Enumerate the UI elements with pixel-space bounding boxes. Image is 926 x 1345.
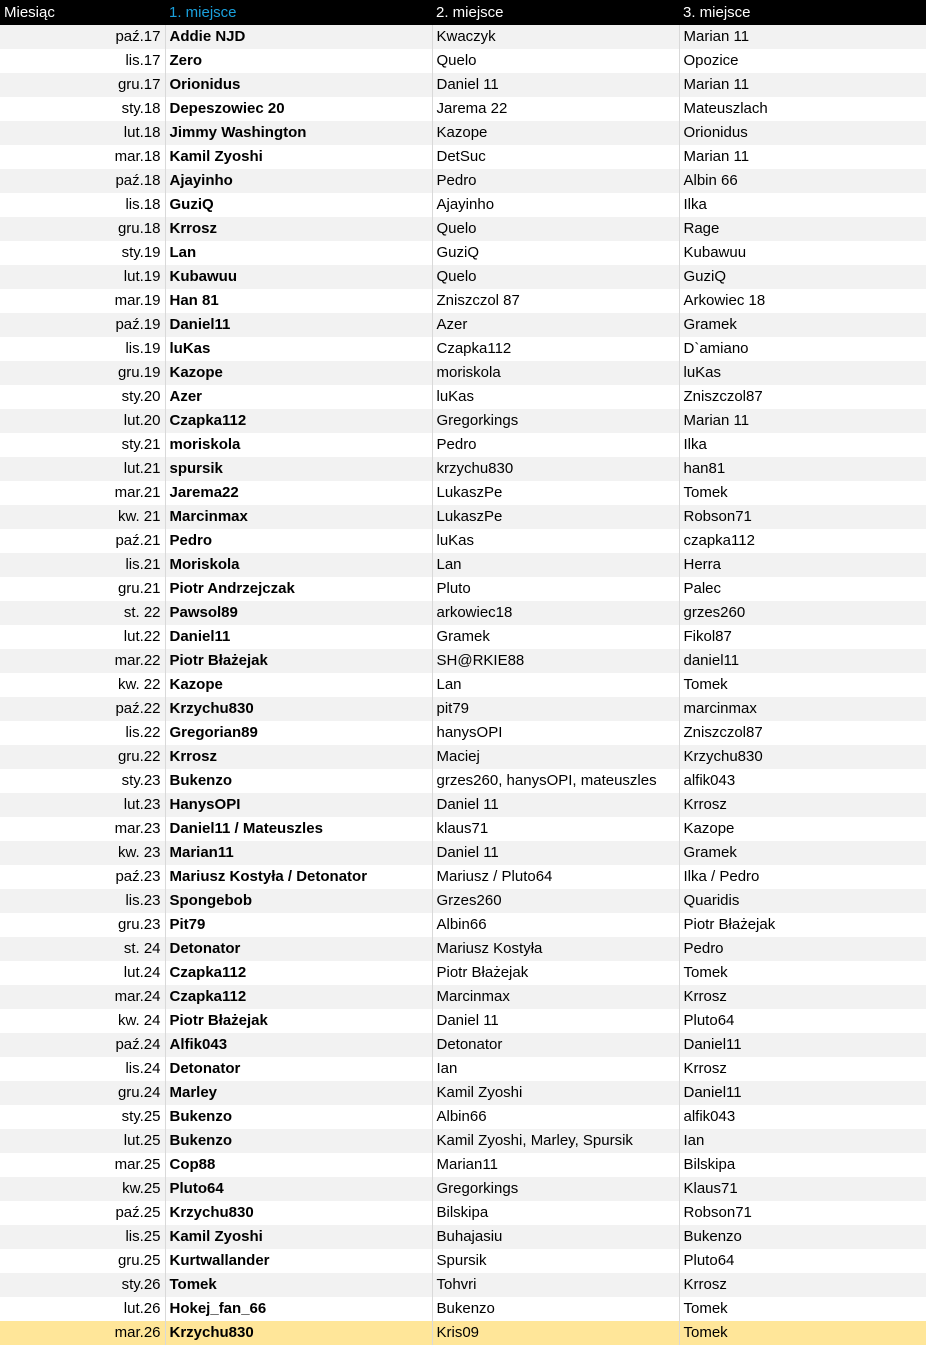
month-cell[interactable]: lut.24 bbox=[0, 961, 165, 985]
month-cell[interactable]: mar.23 bbox=[0, 817, 165, 841]
month-cell[interactable]: paź.17 bbox=[0, 25, 165, 49]
second-place-cell[interactable]: LukaszPe bbox=[432, 505, 679, 529]
third-place-cell[interactable]: Pluto64 bbox=[679, 1009, 926, 1033]
table-row bbox=[0, 145, 926, 169]
first-place-cell[interactable]: Marian11 bbox=[165, 841, 432, 865]
second-place-cell[interactable]: Pluto bbox=[432, 577, 679, 601]
month-cell[interactable]: lis.18 bbox=[0, 193, 165, 217]
second-place-cell[interactable]: Zniszczol 87 bbox=[432, 289, 679, 313]
third-place-cell[interactable]: Ian bbox=[679, 1129, 926, 1153]
month-cell[interactable]: lis.21 bbox=[0, 553, 165, 577]
table-row bbox=[0, 337, 926, 361]
table-row bbox=[0, 1249, 926, 1273]
third-place-cell[interactable]: Marian 11 bbox=[679, 25, 926, 49]
third-place-cell[interactable]: Ilka bbox=[679, 193, 926, 217]
table-row bbox=[0, 241, 926, 265]
second-place-cell[interactable]: LukaszPe bbox=[432, 481, 679, 505]
second-place-cell[interactable]: krzychu830 bbox=[432, 457, 679, 481]
first-place-cell[interactable]: Jarema22 bbox=[165, 481, 432, 505]
second-place-cell[interactable]: Kamil Zyoshi, Marley, Spursik bbox=[432, 1129, 679, 1153]
third-place-cell[interactable]: Pedro bbox=[679, 937, 926, 961]
month-cell[interactable]: kw. 22 bbox=[0, 673, 165, 697]
first-place-cell[interactable]: Pawsol89 bbox=[165, 601, 432, 625]
second-place-cell[interactable]: Kazope bbox=[432, 121, 679, 145]
month-cell[interactable]: mar.22 bbox=[0, 649, 165, 673]
month-cell[interactable]: sty.19 bbox=[0, 241, 165, 265]
table-row bbox=[0, 457, 926, 481]
month-cell[interactable]: kw. 21 bbox=[0, 505, 165, 529]
month-cell[interactable]: lis.17 bbox=[0, 49, 165, 73]
third-place-cell[interactable]: Ilka / Pedro bbox=[679, 865, 926, 889]
table-row bbox=[0, 505, 926, 529]
first-place-cell[interactable]: Kazope bbox=[165, 361, 432, 385]
third-place-cell[interactable]: Gramek bbox=[679, 841, 926, 865]
first-place-cell[interactable]: Cop88 bbox=[165, 1153, 432, 1177]
second-place-cell[interactable]: Azer bbox=[432, 313, 679, 337]
month-cell[interactable]: gru.24 bbox=[0, 1081, 165, 1105]
third-place-cell[interactable]: alfik043 bbox=[679, 769, 926, 793]
first-place-cell[interactable]: Azer bbox=[165, 385, 432, 409]
first-place-cell[interactable]: Kamil Zyoshi bbox=[165, 145, 432, 169]
third-place-cell[interactable]: han81 bbox=[679, 457, 926, 481]
month-cell[interactable]: paź.21 bbox=[0, 529, 165, 553]
month-cell[interactable]: lut.18 bbox=[0, 121, 165, 145]
third-place-cell[interactable]: Marian 11 bbox=[679, 409, 926, 433]
third-place-cell[interactable]: Daniel11 bbox=[679, 1081, 926, 1105]
table-row bbox=[0, 625, 926, 649]
third-place-cell[interactable]: Gramek bbox=[679, 313, 926, 337]
first-place-cell[interactable]: Krzychu830 bbox=[165, 697, 432, 721]
third-place-cell[interactable]: Krzychu830 bbox=[679, 745, 926, 769]
first-place-cell[interactable]: Daniel11 bbox=[165, 625, 432, 649]
month-cell[interactable]: gru.25 bbox=[0, 1249, 165, 1273]
second-place-cell[interactable]: Lan bbox=[432, 553, 679, 577]
first-place-cell[interactable]: Zero bbox=[165, 49, 432, 73]
table-row bbox=[0, 265, 926, 289]
first-place-cell[interactable]: Krzychu830 bbox=[165, 1321, 432, 1345]
second-place-cell[interactable]: Albin66 bbox=[432, 1105, 679, 1129]
first-place-cell[interactable]: Krzychu830 bbox=[165, 1201, 432, 1225]
table-row bbox=[0, 1321, 926, 1345]
table-row bbox=[0, 913, 926, 937]
table-row bbox=[0, 1009, 926, 1033]
second-place-cell[interactable]: Ian bbox=[432, 1057, 679, 1081]
table-row bbox=[0, 313, 926, 337]
table-row bbox=[0, 529, 926, 553]
month-cell[interactable]: gru.18 bbox=[0, 217, 165, 241]
third-place-cell[interactable]: D`amiano bbox=[679, 337, 926, 361]
month-cell[interactable]: paź.19 bbox=[0, 313, 165, 337]
first-place-cell[interactable]: Piotr Błażejak bbox=[165, 1009, 432, 1033]
table-row bbox=[0, 193, 926, 217]
third-place-cell[interactable]: Krrosz bbox=[679, 1057, 926, 1081]
first-place-cell[interactable]: Piotr Błażejak bbox=[165, 649, 432, 673]
month-cell[interactable]: gru.23 bbox=[0, 913, 165, 937]
second-place-cell[interactable]: Piotr Błażejak bbox=[432, 961, 679, 985]
table-row bbox=[0, 649, 926, 673]
first-place-cell[interactable]: Pluto64 bbox=[165, 1177, 432, 1201]
third-place-cell[interactable]: Tomek bbox=[679, 673, 926, 697]
third-place-cell[interactable]: Quaridis bbox=[679, 889, 926, 913]
table-row bbox=[0, 385, 926, 409]
second-place-cell[interactable]: Spursik bbox=[432, 1249, 679, 1273]
second-place-cell[interactable]: Detonator bbox=[432, 1033, 679, 1057]
month-cell[interactable]: lut.19 bbox=[0, 265, 165, 289]
table-row bbox=[0, 1105, 926, 1129]
table-row bbox=[0, 937, 926, 961]
first-place-cell[interactable]: Piotr Andrzejczak bbox=[165, 577, 432, 601]
table-row bbox=[0, 289, 926, 313]
first-place-cell[interactable]: Marley bbox=[165, 1081, 432, 1105]
second-place-cell[interactable]: Bukenzo bbox=[432, 1297, 679, 1321]
first-place-cell[interactable]: Bukenzo bbox=[165, 1129, 432, 1153]
month-cell[interactable]: paź.24 bbox=[0, 1033, 165, 1057]
table-row bbox=[0, 25, 926, 49]
month-cell[interactable]: sty.23 bbox=[0, 769, 165, 793]
second-place-cell[interactable]: pit79 bbox=[432, 697, 679, 721]
first-place-cell[interactable]: Hokej_fan_66 bbox=[165, 1297, 432, 1321]
month-cell[interactable]: kw. 23 bbox=[0, 841, 165, 865]
month-cell[interactable]: mar.18 bbox=[0, 145, 165, 169]
table-row bbox=[0, 745, 926, 769]
second-place-cell[interactable]: luKas bbox=[432, 385, 679, 409]
third-place-cell[interactable]: Krrosz bbox=[679, 1273, 926, 1297]
third-place-cell[interactable]: Herra bbox=[679, 553, 926, 577]
third-place-cell[interactable]: Tomek bbox=[679, 1297, 926, 1321]
first-place-cell[interactable]: Alfik043 bbox=[165, 1033, 432, 1057]
third-place-cell[interactable]: Robson71 bbox=[679, 1201, 926, 1225]
second-place-cell[interactable]: Gregorkings bbox=[432, 1177, 679, 1201]
first-place-cell[interactable]: Krrosz bbox=[165, 217, 432, 241]
first-place-cell[interactable]: Pedro bbox=[165, 529, 432, 553]
second-place-cell[interactable]: Marcinmax bbox=[432, 985, 679, 1009]
month-cell[interactable]: gru.21 bbox=[0, 577, 165, 601]
second-place-cell[interactable]: Quelo bbox=[432, 265, 679, 289]
first-place-cell[interactable]: Detonator bbox=[165, 1057, 432, 1081]
third-place-cell[interactable]: Orionidus bbox=[679, 121, 926, 145]
month-cell[interactable]: sty.25 bbox=[0, 1105, 165, 1129]
third-place-cell[interactable]: daniel11 bbox=[679, 649, 926, 673]
first-place-cell[interactable]: Ajayinho bbox=[165, 169, 432, 193]
table-row bbox=[0, 721, 926, 745]
second-place-cell[interactable]: Gramek bbox=[432, 625, 679, 649]
first-place-cell[interactable]: spursik bbox=[165, 457, 432, 481]
table-row bbox=[0, 433, 926, 457]
month-cell[interactable]: mar.26 bbox=[0, 1321, 165, 1345]
first-place-cell[interactable]: Orionidus bbox=[165, 73, 432, 97]
third-place-cell[interactable]: Fikol87 bbox=[679, 625, 926, 649]
table-row bbox=[0, 1225, 926, 1249]
table-row bbox=[0, 73, 926, 97]
second-place-cell[interactable]: Jarema 22 bbox=[432, 97, 679, 121]
first-place-cell[interactable]: Krrosz bbox=[165, 745, 432, 769]
month-cell[interactable]: lis.23 bbox=[0, 889, 165, 913]
month-cell[interactable]: gru.22 bbox=[0, 745, 165, 769]
third-place-cell[interactable]: Krrosz bbox=[679, 985, 926, 1009]
third-place-cell[interactable]: Krrosz bbox=[679, 793, 926, 817]
second-place-cell[interactable]: Quelo bbox=[432, 49, 679, 73]
third-place-cell[interactable]: Kazope bbox=[679, 817, 926, 841]
second-place-cell[interactable]: Marian11 bbox=[432, 1153, 679, 1177]
month-cell[interactable]: sty.20 bbox=[0, 385, 165, 409]
month-cell[interactable]: st. 24 bbox=[0, 937, 165, 961]
second-place-cell[interactable]: Daniel 11 bbox=[432, 793, 679, 817]
first-place-cell[interactable]: Lan bbox=[165, 241, 432, 265]
first-place-cell[interactable]: Detonator bbox=[165, 937, 432, 961]
second-place-cell[interactable]: Kris09 bbox=[432, 1321, 679, 1345]
table-row bbox=[0, 1129, 926, 1153]
table-row bbox=[0, 817, 926, 841]
first-place-cell[interactable]: Bukenzo bbox=[165, 1105, 432, 1129]
second-place-cell[interactable]: Buhajasiu bbox=[432, 1225, 679, 1249]
table-row bbox=[0, 793, 926, 817]
first-place-cell[interactable]: Daniel11 bbox=[165, 313, 432, 337]
first-place-cell[interactable]: Han 81 bbox=[165, 289, 432, 313]
table-row bbox=[0, 865, 926, 889]
month-cell[interactable]: kw. 24 bbox=[0, 1009, 165, 1033]
second-place-cell[interactable]: Daniel 11 bbox=[432, 1009, 679, 1033]
first-place-cell[interactable]: Kazope bbox=[165, 673, 432, 697]
month-cell[interactable]: gru.19 bbox=[0, 361, 165, 385]
month-cell[interactable]: paź.22 bbox=[0, 697, 165, 721]
second-place-cell[interactable]: Kwaczyk bbox=[432, 25, 679, 49]
month-cell[interactable]: lut.23 bbox=[0, 793, 165, 817]
first-place-cell[interactable]: Pit79 bbox=[165, 913, 432, 937]
third-place-cell[interactable]: alfik043 bbox=[679, 1105, 926, 1129]
second-place-cell[interactable]: Quelo bbox=[432, 217, 679, 241]
table-row bbox=[0, 121, 926, 145]
third-place-cell[interactable]: marcinmax bbox=[679, 697, 926, 721]
table-row bbox=[0, 985, 926, 1009]
second-place-cell[interactable]: Daniel 11 bbox=[432, 73, 679, 97]
third-place-cell[interactable]: Ilka bbox=[679, 433, 926, 457]
table-row bbox=[0, 1081, 926, 1105]
second-place-cell[interactable]: GuziQ bbox=[432, 241, 679, 265]
second-place-cell[interactable]: Mariusz Kostyła bbox=[432, 937, 679, 961]
second-place-cell[interactable]: Albin66 bbox=[432, 913, 679, 937]
third-place-cell[interactable]: Zniszczol87 bbox=[679, 385, 926, 409]
month-cell[interactable]: mar.21 bbox=[0, 481, 165, 505]
first-place-cell[interactable]: Czapka112 bbox=[165, 961, 432, 985]
table-row bbox=[0, 553, 926, 577]
first-place-cell[interactable]: Gregorian89 bbox=[165, 721, 432, 745]
second-place-cell[interactable]: Grzes260 bbox=[432, 889, 679, 913]
month-cell[interactable]: lut.21 bbox=[0, 457, 165, 481]
third-place-cell[interactable]: Tomek bbox=[679, 961, 926, 985]
second-place-cell[interactable]: Daniel 11 bbox=[432, 841, 679, 865]
third-place-cell[interactable]: Marian 11 bbox=[679, 73, 926, 97]
month-cell[interactable]: lis.25 bbox=[0, 1225, 165, 1249]
second-place-cell[interactable]: Bilskipa bbox=[432, 1201, 679, 1225]
third-place-cell[interactable]: Bilskipa bbox=[679, 1153, 926, 1177]
second-place-cell[interactable]: DetSuc bbox=[432, 145, 679, 169]
month-cell[interactable]: kw.25 bbox=[0, 1177, 165, 1201]
third-place-cell[interactable]: Arkowiec 18 bbox=[679, 289, 926, 313]
third-place-cell[interactable]: Daniel11 bbox=[679, 1033, 926, 1057]
third-place-cell[interactable]: Marian 11 bbox=[679, 145, 926, 169]
second-place-cell[interactable]: klaus71 bbox=[432, 817, 679, 841]
first-place-cell[interactable]: Czapka112 bbox=[165, 409, 432, 433]
first-place-cell[interactable]: Daniel11 / Mateuszles bbox=[165, 817, 432, 841]
third-place-cell[interactable]: Tomek bbox=[679, 1321, 926, 1345]
second-place-cell[interactable]: Kamil Zyoshi bbox=[432, 1081, 679, 1105]
month-cell[interactable]: mar.25 bbox=[0, 1153, 165, 1177]
table-row bbox=[0, 1033, 926, 1057]
second-place-cell[interactable]: Maciej bbox=[432, 745, 679, 769]
first-place-cell[interactable]: Mariusz Kostyła / Detonator bbox=[165, 865, 432, 889]
second-place-cell[interactable]: Pedro bbox=[432, 169, 679, 193]
table-row bbox=[0, 1057, 926, 1081]
first-place-cell[interactable]: Bukenzo bbox=[165, 769, 432, 793]
first-place-cell[interactable]: Spongebob bbox=[165, 889, 432, 913]
second-place-cell[interactable]: luKas bbox=[432, 529, 679, 553]
header-first-place[interactable]: 1. miejsce bbox=[169, 3, 237, 21]
first-place-cell[interactable]: Czapka112 bbox=[165, 985, 432, 1009]
month-cell[interactable]: lut.26 bbox=[0, 1297, 165, 1321]
table-row bbox=[0, 1177, 926, 1201]
table-row bbox=[0, 49, 926, 73]
third-place-cell[interactable]: grzes260 bbox=[679, 601, 926, 625]
table-row bbox=[0, 841, 926, 865]
third-place-cell[interactable]: Opozice bbox=[679, 49, 926, 73]
table-row bbox=[0, 673, 926, 697]
month-cell[interactable]: paź.23 bbox=[0, 865, 165, 889]
first-place-cell[interactable]: Kubawuu bbox=[165, 265, 432, 289]
table-row bbox=[0, 169, 926, 193]
month-cell[interactable]: lis.24 bbox=[0, 1057, 165, 1081]
second-place-cell[interactable]: Tohvri bbox=[432, 1273, 679, 1297]
table-row bbox=[0, 409, 926, 433]
table-row bbox=[0, 577, 926, 601]
table-row bbox=[0, 1201, 926, 1225]
header-month[interactable]: Miesiąc bbox=[4, 3, 55, 21]
third-place-cell[interactable]: Tomek bbox=[679, 481, 926, 505]
table-row bbox=[0, 961, 926, 985]
third-place-cell[interactable]: Zniszczol87 bbox=[679, 721, 926, 745]
second-place-cell[interactable]: grzes260, hanysOPI, mateuszles bbox=[432, 769, 679, 793]
second-place-cell[interactable]: arkowiec18 bbox=[432, 601, 679, 625]
second-place-cell[interactable]: Gregorkings bbox=[432, 409, 679, 433]
month-cell[interactable]: st. 22 bbox=[0, 601, 165, 625]
third-place-cell[interactable]: Mateuszlach bbox=[679, 97, 926, 121]
table-row bbox=[0, 601, 926, 625]
table-row bbox=[0, 769, 926, 793]
first-place-cell[interactable]: Tomek bbox=[165, 1273, 432, 1297]
first-place-cell[interactable]: Addie NJD bbox=[165, 25, 432, 49]
table-row bbox=[0, 697, 926, 721]
first-place-cell[interactable]: Jimmy Washington bbox=[165, 121, 432, 145]
third-place-cell[interactable]: Pluto64 bbox=[679, 1249, 926, 1273]
first-place-cell[interactable]: Marcinmax bbox=[165, 505, 432, 529]
third-place-cell[interactable]: czapka112 bbox=[679, 529, 926, 553]
third-place-cell[interactable]: luKas bbox=[679, 361, 926, 385]
third-place-cell[interactable]: Piotr Błażejak bbox=[679, 913, 926, 937]
table-row bbox=[0, 481, 926, 505]
second-place-cell[interactable]: SH@RKIE88 bbox=[432, 649, 679, 673]
month-cell[interactable]: lut.22 bbox=[0, 625, 165, 649]
third-place-cell[interactable]: Bukenzo bbox=[679, 1225, 926, 1249]
month-cell[interactable]: sty.26 bbox=[0, 1273, 165, 1297]
first-place-cell[interactable]: moriskola bbox=[165, 433, 432, 457]
table-row bbox=[0, 1297, 926, 1321]
month-cell[interactable]: paź.18 bbox=[0, 169, 165, 193]
month-cell[interactable]: gru.17 bbox=[0, 73, 165, 97]
month-cell[interactable]: mar.19 bbox=[0, 289, 165, 313]
second-place-cell[interactable]: Ajayinho bbox=[432, 193, 679, 217]
third-place-cell[interactable]: Albin 66 bbox=[679, 169, 926, 193]
third-place-cell[interactable]: GuziQ bbox=[679, 265, 926, 289]
header-third-place[interactable]: 3. miejsce bbox=[683, 3, 751, 21]
third-place-cell[interactable]: Palec bbox=[679, 577, 926, 601]
header-row bbox=[0, 0, 926, 25]
first-place-cell[interactable]: HanysOPI bbox=[165, 793, 432, 817]
first-place-cell[interactable]: luKas bbox=[165, 337, 432, 361]
table-row bbox=[0, 97, 926, 121]
first-place-cell[interactable]: Kamil Zyoshi bbox=[165, 1225, 432, 1249]
third-place-cell[interactable]: Rage bbox=[679, 217, 926, 241]
month-cell[interactable]: lis.19 bbox=[0, 337, 165, 361]
month-cell[interactable]: sty.18 bbox=[0, 97, 165, 121]
month-cell[interactable]: lut.20 bbox=[0, 409, 165, 433]
third-place-cell[interactable]: Klaus71 bbox=[679, 1177, 926, 1201]
second-place-cell[interactable]: Lan bbox=[432, 673, 679, 697]
table-row bbox=[0, 889, 926, 913]
month-cell[interactable]: mar.24 bbox=[0, 985, 165, 1009]
month-cell[interactable]: paź.25 bbox=[0, 1201, 165, 1225]
first-place-cell[interactable]: Moriskola bbox=[165, 553, 432, 577]
second-place-cell[interactable]: Mariusz / Pluto64 bbox=[432, 865, 679, 889]
month-cell[interactable]: lis.22 bbox=[0, 721, 165, 745]
month-cell[interactable]: lut.25 bbox=[0, 1129, 165, 1153]
second-place-cell[interactable]: Pedro bbox=[432, 433, 679, 457]
second-place-cell[interactable]: Czapka112 bbox=[432, 337, 679, 361]
first-place-cell[interactable]: Kurtwallander bbox=[165, 1249, 432, 1273]
header-second-place[interactable]: 2. miejsce bbox=[436, 3, 504, 21]
third-place-cell[interactable]: Robson71 bbox=[679, 505, 926, 529]
table-row bbox=[0, 1273, 926, 1297]
second-place-cell[interactable]: hanysOPI bbox=[432, 721, 679, 745]
month-cell[interactable]: sty.21 bbox=[0, 433, 165, 457]
first-place-cell[interactable]: GuziQ bbox=[165, 193, 432, 217]
second-place-cell[interactable]: moriskola bbox=[432, 361, 679, 385]
table-row bbox=[0, 1153, 926, 1177]
table-row bbox=[0, 217, 926, 241]
first-place-cell[interactable]: Depeszowiec 20 bbox=[165, 97, 432, 121]
table-row bbox=[0, 361, 926, 385]
third-place-cell[interactable]: Kubawuu bbox=[679, 241, 926, 265]
